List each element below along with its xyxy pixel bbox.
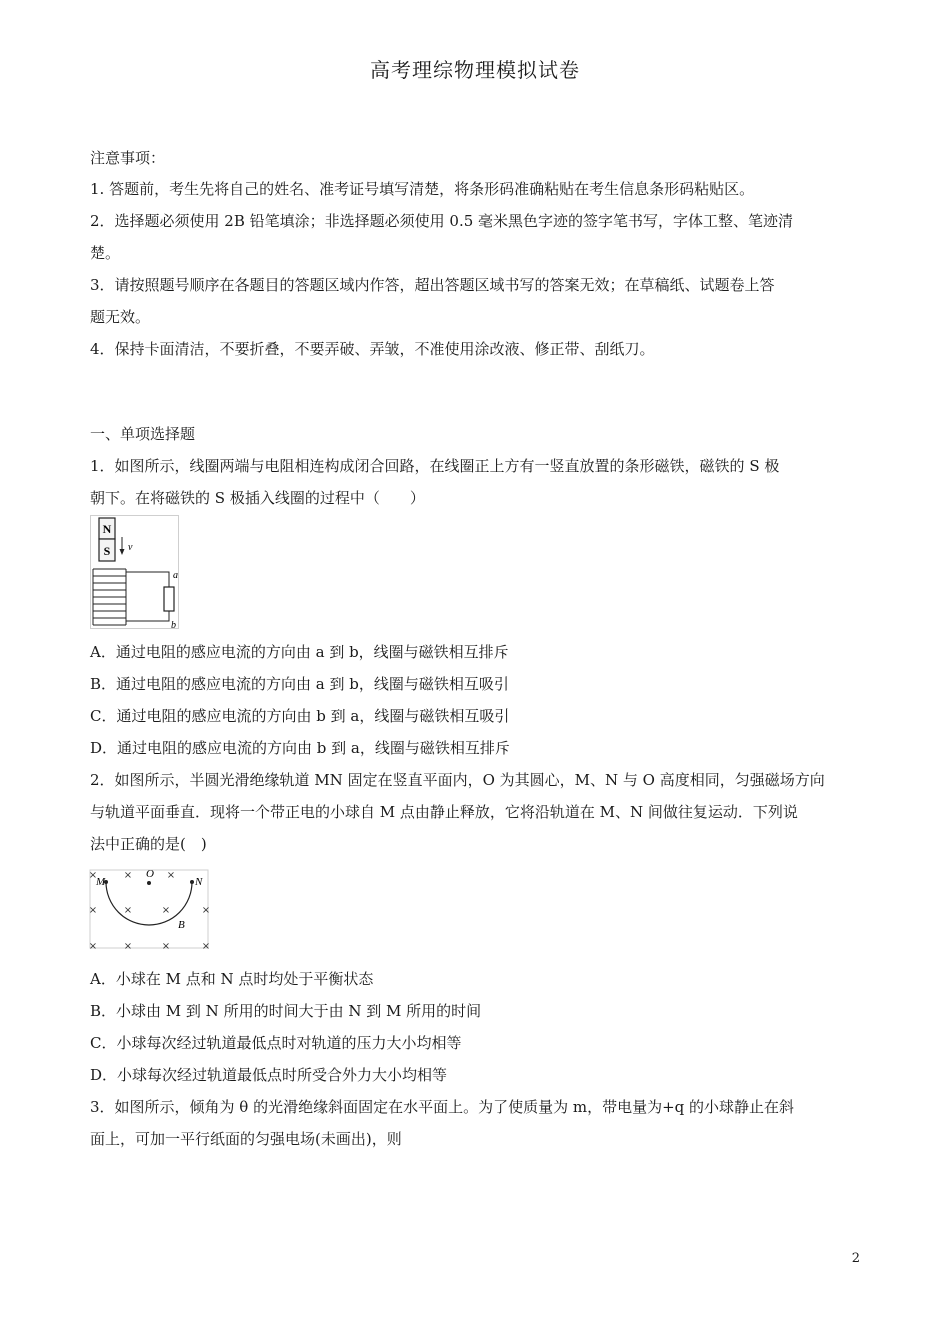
center-o	[147, 881, 151, 885]
field-cross: ×	[123, 905, 133, 916]
label-b: B	[178, 919, 185, 931]
field-cross: ×	[123, 941, 133, 952]
field-cross: ×	[201, 905, 211, 916]
notice-item: 3．请按照题号顺序在各题目的答题区域内作答，超出答题区域书写的答案无效；在草稿纸、试题卷上答	[90, 276, 775, 294]
question-1-option: A．通过电阻的感应电流的方向由 a 到 b，线圈与磁铁相互排斥	[90, 643, 509, 661]
field-cross: ×	[161, 905, 171, 916]
question-3-text: 3．如图所示，倾角为 θ 的光滑绝缘斜面固定在水平面上。为了使质量为 m，带电量为+q 的小球静止在斜	[90, 1098, 795, 1116]
question-2-text: 法中正确的是( )	[90, 835, 207, 853]
field-cross: ×	[88, 941, 98, 952]
question-2-option: B．小球由 M 到 N 所用的时间大于由 N 到 M 所用的时间	[90, 1002, 482, 1020]
notice-item: 1. 答题前，考生先将自己的姓名、准考证号填写清楚，将条形码准确粘贴在考生信息条形码粘贴区。	[90, 180, 755, 198]
question-3-text: 面上，可加一平行纸面的匀强电场(未画出)，则	[90, 1130, 402, 1148]
question-2-text: 与轨道平面垂直．现将一个带正电的小球自 M 点由静止释放，它将沿轨道在 M、N 间做往复运动．下列说	[90, 803, 798, 821]
question-1-option: C．通过电阻的感应电流的方向由 b 到 a，线圈与磁铁相互吸引	[90, 707, 510, 725]
notice-item: 楚。	[90, 244, 121, 262]
notice-item: 2．选择题必须使用 2B 铅笔填涂；非选择题必须使用 0.5 毫米黑色字迹的签字笔书写，字体工整、笔迹清	[90, 212, 794, 230]
field-cross: ×	[161, 941, 171, 952]
field-cross: ×	[123, 870, 133, 881]
page-number: 2	[851, 1251, 860, 1266]
label-o: O	[146, 868, 154, 880]
question-1-option: B．通过电阻的感应电流的方向由 a 到 b，线圈与磁铁相互吸引	[90, 675, 509, 693]
notice-item: 题无效。	[90, 308, 151, 326]
point-n	[190, 880, 194, 884]
field-cross: ×	[201, 941, 211, 952]
semicircle-track-figure	[88, 868, 212, 952]
notice-item: 4．保持卡面清洁，不要折叠，不要弄破、弄皱，不准使用涂改液、修正带、刮纸刀。	[90, 340, 655, 358]
label-n: N	[195, 876, 203, 888]
question-2-option: C．小球每次经过轨道最低点时对轨道的压力大小均相等	[90, 1034, 462, 1052]
label-m: M	[96, 876, 106, 888]
question-2-option: A．小球在 M 点和 N 点时均处于平衡状态	[90, 970, 374, 988]
magnet-coil-figure	[90, 515, 180, 630]
terminal-a-label: a	[173, 570, 178, 581]
question-2-text: 2．如图所示，半圆光滑绝缘轨道 MN 固定在竖直平面内，O 为其圆心，M、N 与 O 高度相同，匀强磁场方向	[90, 771, 825, 789]
question-1-text: 朝下。在将磁铁的 S 极插入线圈的过程中（ ）	[90, 489, 425, 507]
circuit-wire	[126, 572, 169, 621]
field-cross: ×	[88, 870, 98, 881]
field-cross: ×	[88, 905, 98, 916]
question-2-option: D．小球每次经过轨道最低点时所受合外力大小均相等	[90, 1066, 448, 1084]
question-1-text: 1．如图所示，线圈两端与电阻相连构成闭合回路，在线圈正上方有一竖直放置的条形磁铁，磁铁的 S 极	[90, 457, 780, 475]
notice-heading: 注意事项：	[90, 149, 166, 167]
terminal-b-label: b	[171, 620, 176, 630]
resistor	[164, 587, 174, 611]
magnet-s-label: S	[103, 544, 111, 558]
field-cross: ×	[166, 870, 176, 881]
question-1-option: D．通过电阻的感应电流的方向由 b 到 a，线圈与磁铁相互排斥	[90, 739, 510, 757]
velocity-label: v	[128, 542, 133, 553]
page-title: 高考理综物理模拟试卷	[370, 58, 580, 82]
section-title: 一、单项选择题	[90, 425, 196, 443]
magnet-n-label: N	[102, 522, 112, 536]
coil	[93, 569, 126, 625]
